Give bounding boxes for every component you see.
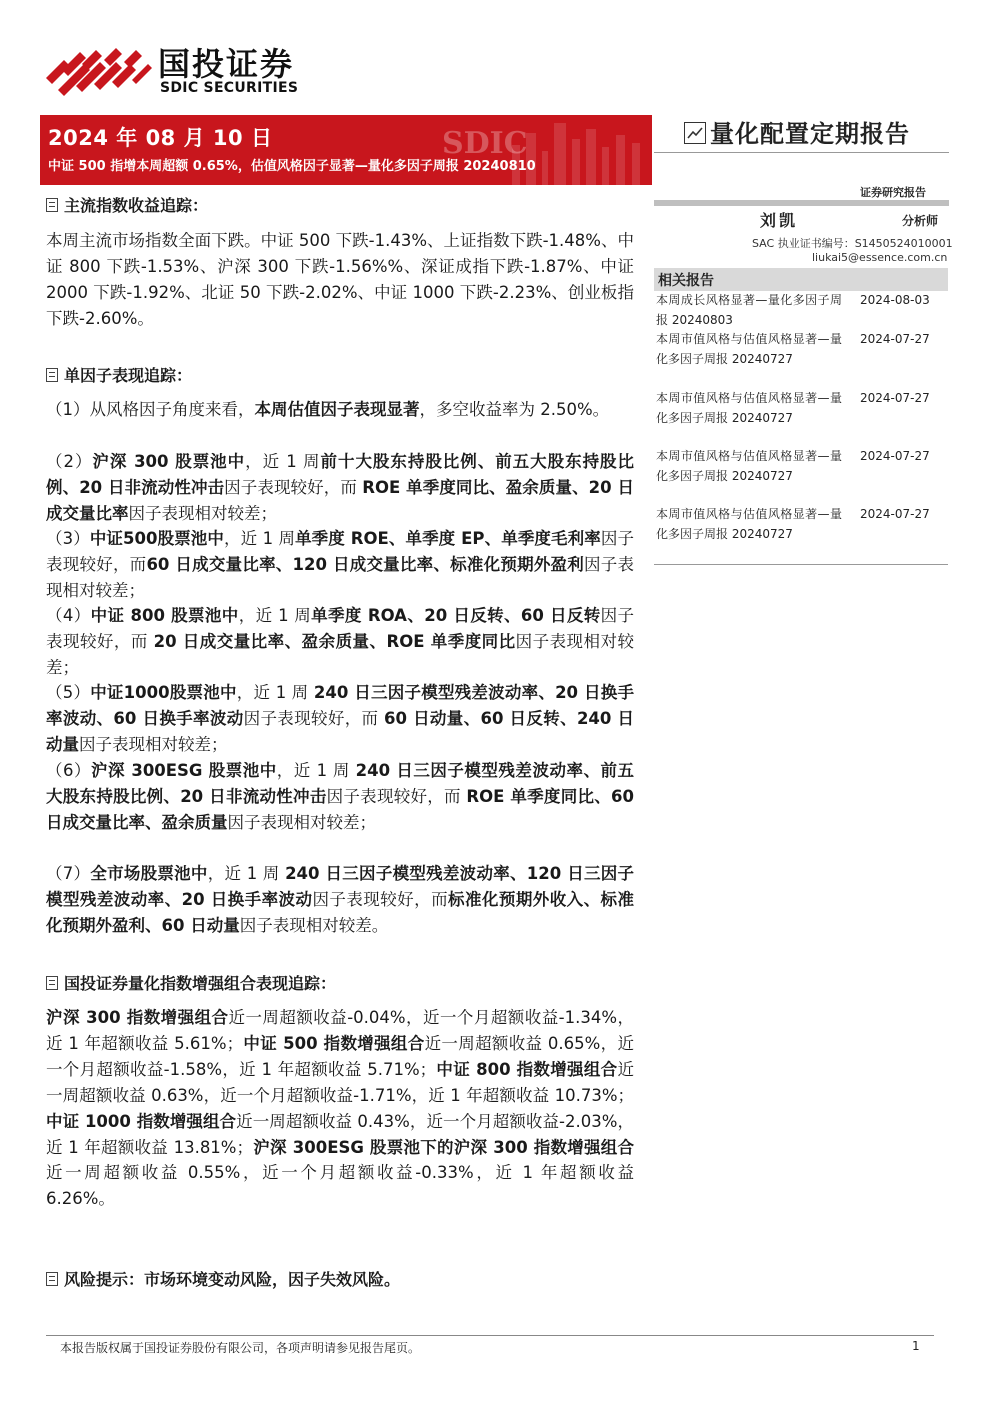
related-report-date: 2024-07-27 — [860, 332, 930, 346]
body-text: 因子表现相对较差； — [128, 503, 277, 523]
emphasis-text: 240 日三因子模型残差波动率、120 日三因子模型残差波动率、20 日换手率波动 — [46, 864, 635, 909]
body-text: ，近 1 周 — [236, 683, 314, 702]
related-reports-divider — [654, 564, 948, 565]
header-rule — [654, 200, 949, 206]
related-report-item[interactable] — [656, 330, 948, 389]
body-text: ，近 1 周 — [276, 761, 356, 780]
emphasis-text: 沪深 300ESG 股票池下的沪深 300 指数增强组合 — [253, 1137, 635, 1157]
page-number: 1 — [912, 1339, 920, 1353]
footer-divider — [46, 1335, 934, 1336]
related-report-item[interactable] — [656, 389, 948, 447]
emphasis-text: 中证500股票池中 — [89, 529, 225, 548]
body-text: （5） — [46, 683, 91, 702]
factor-paragraph-7 — [46, 861, 634, 939]
body-text: （4） — [46, 606, 91, 625]
document-icon — [46, 1272, 58, 1286]
body-text: 因子表现较好，而 — [326, 786, 467, 806]
body-text: 近一周超额收益 0.65%，近一个月超额收益-1.58%，近 1 年超额收益 5.71%； — [46, 1033, 634, 1079]
banner-watermark-text: SDIC — [442, 126, 528, 161]
body-text: 近一周超额收益 0.55%，近一个月超额收益-0.33%，近 1 年超额收益 6.26%。 — [46, 1163, 634, 1209]
related-report-item[interactable] — [656, 505, 948, 563]
report-series-title-text: 量化配置定期报告 — [710, 120, 910, 148]
body-text: 因子表现较好，而 — [46, 606, 635, 651]
body-text: 因子表现相对较差； — [79, 734, 228, 754]
body-text: ，近 1 周 — [224, 529, 296, 548]
related-report-title[interactable]: 本周成长风格显著—量化多因子周报 20240803 — [656, 293, 842, 327]
body-text: （3） — [46, 529, 90, 548]
body-text: （7） — [46, 864, 91, 883]
emphasis-text: 中证 1000 指数增强组合 — [46, 1111, 237, 1131]
index-summary-paragraph: 本周主流市场指数全面下跌。中证 500 下跌-1.43%、上证指数下跌-1.48%、中证 800 下跌-1.53%、沪深 300 下跌-1.56%%、深证成指下跌-1.87%、中证 2000 下跌-1.92%、北证 50 下跌-2.02%、中证 1000 下跌-2.23%、创业板指下跌-2.60%。 — [46, 231, 634, 328]
emphasis-text: 标准化预期外收入、标准化预期外盈利、60 日动量 — [46, 889, 635, 935]
body-text: ，近 1 周 — [238, 606, 312, 625]
section-heading-text: 风险提示：市场环境变动风险，因子失效风险。 — [64, 1270, 401, 1289]
related-report-item[interactable] — [656, 447, 948, 505]
body-text: （1）从风格因子角度来看， — [46, 400, 255, 419]
report-date: 2024 年 08 月 10 日 — [48, 126, 273, 150]
emphasis-text: 前十大股东持股比例、前五大股东持股比例、20 日非流动性冲击 — [46, 452, 635, 497]
emphasis-text: 沪深 300 股票池中 — [92, 452, 246, 471]
body-text: 因子表现相对较差； — [46, 554, 635, 600]
emphasis-text: 单季度 ROE、单季度 EP、单季度毛利率 — [295, 529, 601, 548]
body-text: （2） — [46, 452, 93, 471]
portfolio-paragraph — [46, 1005, 634, 1212]
document-icon — [46, 198, 58, 212]
related-report-title[interactable]: 本周市值风格与估值风格显著—量化多因子周报 20240727 — [656, 507, 842, 541]
emphasis-text: 60 日成交量比率、120 日成交量比率、标准化预期外盈利 — [146, 554, 585, 574]
body-text: （6） — [46, 761, 92, 780]
factor-paragraph-3 — [46, 526, 634, 604]
body-text: 因子表现较好，而 — [312, 889, 449, 909]
factor-paragraph-5 — [46, 680, 634, 758]
body-text: 因子表现较好，而 — [46, 529, 634, 574]
chart-icon — [684, 122, 706, 144]
body-text: 因子表现较好，而 — [224, 477, 363, 497]
factor-paragraph-2 — [46, 449, 634, 527]
factor-paragraph-1 — [46, 397, 634, 423]
body-text: ，多空收益率为 2.50%。 — [419, 400, 610, 419]
analyst-role: 分析师 — [902, 214, 939, 228]
related-report-date: 2024-07-27 — [860, 449, 930, 463]
body-text: 近一周超额收益 0.63%，近一个月超额收益-1.71%，近 1 年超额收益 10.73%； — [46, 1059, 634, 1105]
company-logo-cn: 国投证券 — [158, 45, 295, 83]
emphasis-text: 中证1000股票池中 — [90, 683, 237, 702]
section-heading-risk — [46, 1268, 400, 1292]
emphasis-text: ROE 单季度同比、60 日成交量比率、盈余质量 — [46, 786, 634, 832]
emphasis-text: 20 日成交量比率、盈余质量、ROE 单季度同比 — [153, 631, 516, 651]
emphasis-text: 60 日动量、60 日反转、240 日动量 — [46, 708, 634, 754]
body-text: 近一周超额收益 0.43%，近一个月超额收益-2.03%，近 1 年超额收益 13.81%； — [46, 1111, 634, 1157]
document-type: 证券研究报告 — [860, 186, 926, 199]
emphasis-text: 中证 500 指数增强组合 — [243, 1033, 425, 1053]
report-series-title — [684, 118, 910, 150]
body-text: 因子表现相对较差。 — [239, 915, 389, 935]
footer-disclaimer: 本报告版权属于国投证券股份有限公司，各项声明请参见报告尾页。 — [60, 1341, 421, 1355]
emphasis-text: 全市场股票池中 — [90, 864, 208, 883]
emphasis-text: 本周估值因子表现显著 — [254, 400, 420, 419]
body-text: 因子表现相对较差； — [46, 631, 634, 677]
section-heading-factor — [46, 364, 192, 388]
emphasis-text: 240 日三因子模型残差波动率、前五大股东持股比例、20 日非流动性冲击 — [46, 761, 635, 806]
body-text: 因子表现相对较差； — [227, 812, 376, 832]
related-report-title[interactable]: 本周市值风格与估值风格显著—量化多因子周报 20240727 — [656, 391, 842, 425]
section-heading-portfolio — [46, 972, 336, 996]
section-heading-text: 主流指数收益追踪： — [64, 196, 209, 215]
factor-paragraph-6 — [46, 758, 634, 836]
body-text: 因子表现较好，而 — [243, 708, 385, 728]
emphasis-text: 单季度 ROA、20 日反转、60 日反转 — [311, 606, 601, 625]
document-icon — [46, 976, 58, 990]
emphasis-text: 沪深 300 指数增强组合 — [46, 1008, 229, 1027]
related-report-title[interactable]: 本周市值风格与估值风格显著—量化多因子周报 20240727 — [656, 449, 842, 483]
related-report-date: 2024-08-03 — [860, 293, 930, 307]
analyst-email[interactable]: liukai5@essence.com.cn — [812, 251, 948, 264]
related-report-date: 2024-07-27 — [860, 391, 930, 405]
company-logo-en: SDIC SECURITIES — [160, 80, 299, 96]
body-text: ，近 1 周 — [207, 864, 286, 883]
factor-paragraph-4 — [46, 603, 634, 681]
section-heading-text: 单因子表现追踪： — [64, 366, 193, 385]
body-text: 近一周超额收益-0.04%，近一个月超额收益-1.34%，近 1 年超额收益 5.61%； — [46, 1008, 634, 1053]
document-icon — [46, 368, 58, 382]
related-report-title[interactable]: 本周市值风格与估值风格显著—量化多因子周报 20240727 — [656, 332, 842, 366]
section-heading-index — [46, 194, 208, 218]
related-report-item[interactable] — [656, 291, 948, 330]
body-text: ，近 1 周 — [245, 452, 321, 471]
sac-certificate: SAC 执业证书编号：S1450524010001 — [752, 237, 953, 250]
emphasis-text: ROE 单季度同比、盈余质量、20 日成交量比率 — [46, 477, 634, 523]
related-reports-title: 相关报告 — [658, 273, 714, 289]
emphasis-text: 240 日三因子模型残差波动率、20 日换手率波动、60 日换手率波动 — [46, 683, 634, 728]
section-heading-text: 国投证券量化指数增强组合表现追踪： — [64, 974, 337, 993]
emphasis-text: 中证 800 股票池中 — [90, 606, 239, 625]
emphasis-text: 中证 800 指数增强组合 — [436, 1059, 618, 1079]
title-divider — [654, 152, 949, 153]
title-banner — [40, 115, 652, 185]
related-report-date: 2024-07-27 — [860, 507, 930, 521]
analyst-name: 刘凯 — [760, 211, 799, 230]
emphasis-text: 沪深 300ESG 股票池中 — [91, 761, 277, 780]
report-subtitle: 中证 500 指增本周超额 0.65%，估值风格因子显著—量化多因子周报 20240810 — [48, 159, 536, 174]
